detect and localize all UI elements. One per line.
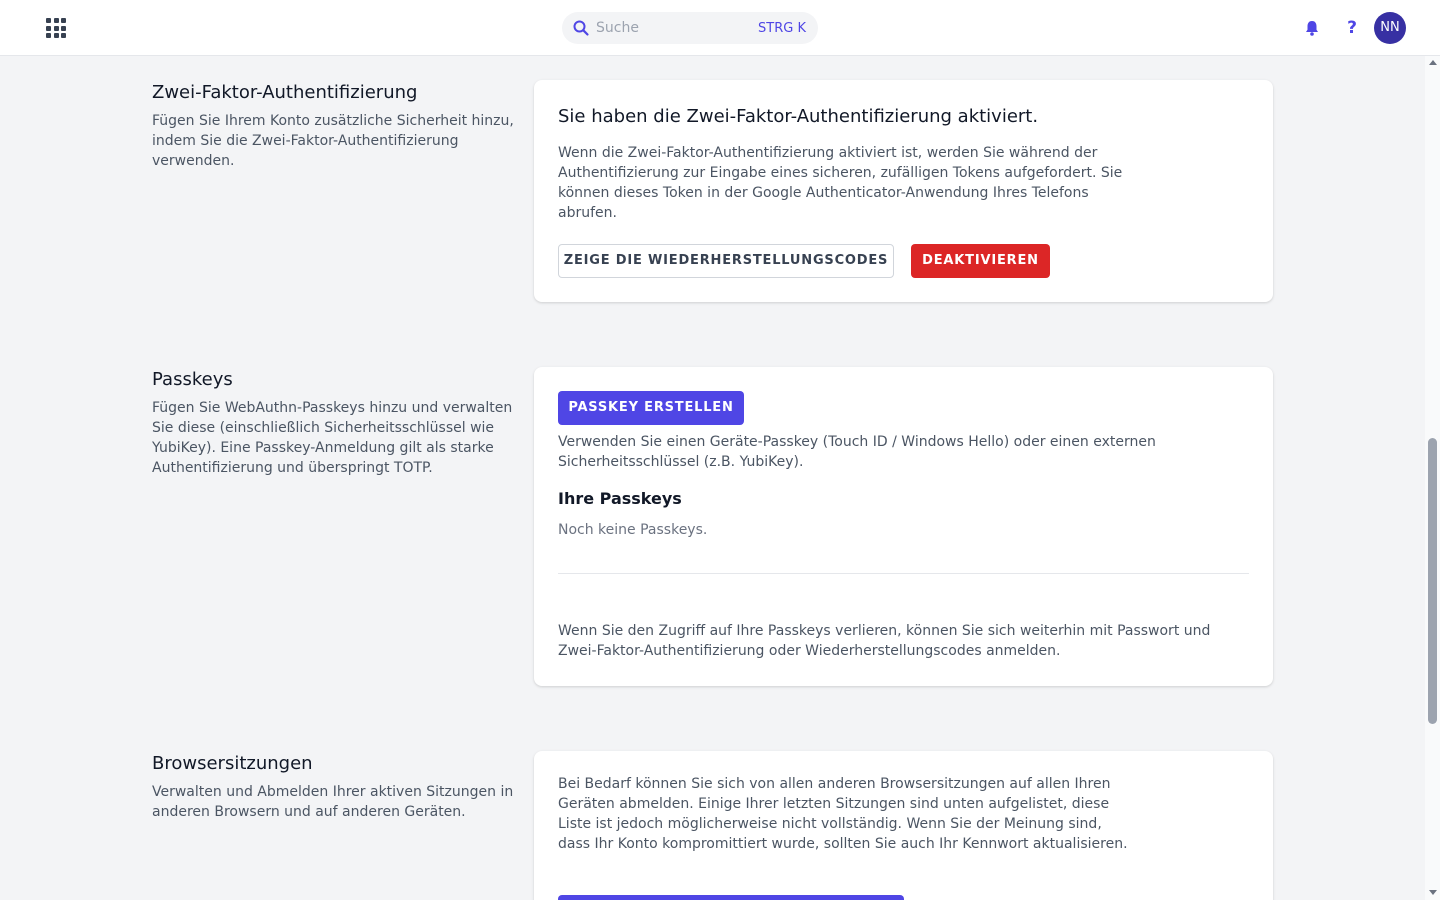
page-scrollbar[interactable] bbox=[1425, 56, 1440, 900]
two-factor-info: Wenn die Zwei-Faktor-Authentifizierung aktiviert ist, werden Sie während der Authentifizierung zur Eingabe eines sicheren, zufälligen Tokens aufgefordert. Sie können dieses Token in der Google Authenticator-Anwendung Ihres Telefons abrufen. bbox=[558, 145, 1123, 221]
passkeys-title: Passkeys bbox=[152, 369, 233, 390]
logout-other-sessions-button[interactable] bbox=[558, 895, 904, 900]
sessions-title: Browsersitzungen bbox=[152, 753, 313, 774]
passkeys-card bbox=[534, 367, 1273, 686]
passkeys-fallback-note: Wenn Sie den Zugriff auf Ihre Passkeys verlieren, können Sie sich weiterhin mit Passwort und Zwei-Faktor-Authentifizierung oder Wiederherstellungscodes anmelden. bbox=[558, 623, 1211, 659]
passkeys-divider bbox=[558, 573, 1249, 574]
passkeys-description: Fügen Sie WebAuthn-Passkeys hinzu und verwalten Sie diese (einschließlich Sicherheitsschlüssel wie YubiKey). Eine Passkey-Anmeldung gilt als starke Authentifizierung und überspringt TOTP. bbox=[152, 400, 513, 476]
top-bar bbox=[0, 0, 1440, 56]
search-shortcut: STRG K bbox=[758, 20, 806, 36]
search-placeholder: Suche bbox=[596, 20, 639, 36]
apps-grid-icon[interactable] bbox=[44, 16, 68, 40]
passkeys-info: Verwenden Sie einen Geräte-Passkey (Touch ID / Windows Hello) oder einen externen Sicherheitsschlüssel (z.B. YubiKey). bbox=[558, 434, 1156, 470]
passkeys-empty-text: Noch keine Passkeys. bbox=[558, 522, 708, 538]
show-recovery-codes-button[interactable]: ZEIGE DIE WIEDERHERSTELLUNGSCODES bbox=[558, 244, 894, 278]
bell-icon[interactable] bbox=[1302, 18, 1322, 38]
create-passkey-button[interactable]: PASSKEY ERSTELLEN bbox=[558, 391, 744, 425]
disable-two-factor-button[interactable]: DEAKTIVIEREN bbox=[911, 244, 1050, 278]
scroll-up-arrow[interactable] bbox=[1429, 60, 1437, 65]
help-icon[interactable]: ? bbox=[1347, 18, 1357, 38]
two-factor-card bbox=[534, 80, 1273, 302]
sessions-info: Bei Bedarf können Sie sich von allen anderen Browsersitzungen auf allen Ihren Geräten abmelden. Einige Ihrer letzten Sitzungen sind unten aufgelistet, diese Liste ist jedoch möglicherweise nicht vollständig. Wenn Sie der Meinung sind, dass Ihr Konto kompromittiert wurde, sollten Sie auch Ihr Kennwort aktualisieren. bbox=[558, 776, 1128, 852]
your-passkeys-heading: Ihre Passkeys bbox=[558, 489, 682, 508]
scroll-thumb[interactable] bbox=[1428, 438, 1437, 724]
search-input[interactable] bbox=[562, 12, 818, 44]
search-icon bbox=[572, 19, 590, 37]
two-factor-title: Zwei-Faktor-Authentifizierung bbox=[152, 82, 418, 103]
two-factor-status-heading: Sie haben die Zwei-Faktor-Authentifizierung aktiviert. bbox=[558, 106, 1039, 127]
sessions-card bbox=[534, 751, 1273, 900]
two-factor-description: Fügen Sie Ihrem Konto zusätzliche Sicherheit hinzu, indem Sie die Zwei-Faktor-Authentifizierung verwenden. bbox=[152, 113, 514, 169]
scroll-down-arrow[interactable] bbox=[1429, 890, 1437, 895]
sessions-description: Verwalten und Abmelden Ihrer aktiven Sitzungen in anderen Browsern und auf anderen Geräten. bbox=[152, 784, 514, 820]
avatar[interactable]: NN bbox=[1374, 12, 1406, 44]
